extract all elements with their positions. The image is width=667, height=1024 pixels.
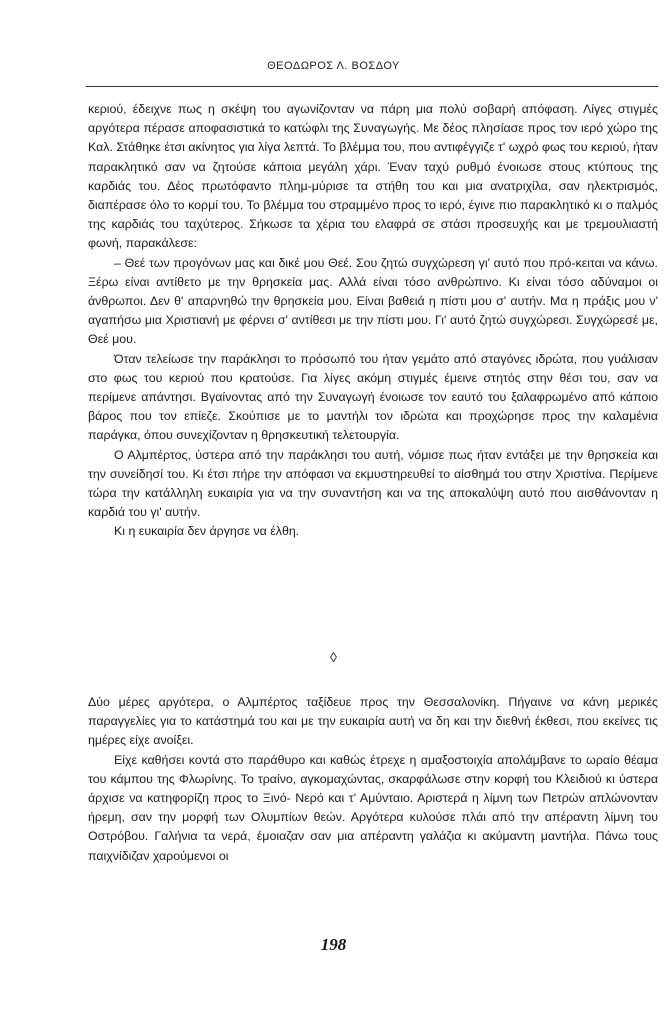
section-break-ornament: ◊ xyxy=(330,651,337,666)
text-block-top xyxy=(88,100,658,542)
paragraph-continuation: κεριού, έδειχνε πως η σκέψη του αγωνίζονταν να πάρη μια πολύ σοβαρή απόφαση. Λίγες στιγμές αργότερα πέρασε αποφασιστικά το κατώφλι της Συναγωγής. Με δέος πλησίασε προς τον ιερό χώρο της Καλ. Στάθηκε έτσι ακίνητος για λίγα λεπτά. Το βλέμμα του, που αντιφέγγιζε τ' ωχρό φως του κεριού, ήταν παρακλητικό σαν να ζητούσε κάποια μεγάλη χάρι. Έναν ταχύ ρυθμό ένοιωσε στους κτύπους της καρδιάς του. Δέος πρωτόφαντο πλημ-μύρισε τα στήθη του και μια ανατριχίλα, σαν ηλεκτρισμός, διαπέρασε όλο το κορμί του. Το βλέμμα του στραμμένο προς το ιερό, έγινε πιο παρακλητικό κι ο παλμός της καρδιάς του ταχύτερος. Σήκωσε τα χέρια του ελαφρά σε στάσι προσευχής και με τρεμουλιαστή φωνή, παρακάλεσε: xyxy=(88,102,658,251)
text-block-bottom xyxy=(88,693,658,866)
paragraph-prayer: – Θεέ των προγόνων μας και δικέ μου Θεέ. Σου ζητώ συγχώρεση γι' αυτό που πρό-κειται να κάνω. Ξέρω είναι αντίθετο με την θρησκεία μας. Αλλά είναι τόσο ανθρώπινο. Κι είναι τόσο αδύναμοι οι άνθρωποι. Δεν θ' απαρνηθώ την θρησκεία μου. Είναι βαθειά η πίστι μου σ' αυτήν. Μα η πράξις μου ν' αγαπήσω μια Χριστιανή με φέρνει σ' αντίθεσι με την πίστι μου. Γι' αυτό ζητώ συγχώρεσι. Συγχώρεσέ με, Θεέ μου. xyxy=(88,255,658,347)
paragraph-section-start: Δύο μέρες αργότερα, ο Αλμπέρτος ταξίδευε προς την Θεσσαλονίκη. Πήγαινε να κάνη μερικές παραγγελίες για το κατάστημά του και με την ευκαιρία αυτή να δη και την διεθνή έκθεσι, που εκείνες τις ημέρες είχε ανοίξει. xyxy=(88,695,658,748)
header-rule xyxy=(86,86,658,87)
paragraph: Κι η ευκαιρία δεν άργησε να έλθη. xyxy=(114,524,300,539)
page-number: 198 xyxy=(320,935,347,954)
paragraph: Είχε καθήσει κοντά στο παράθυρο και καθώς έτρεχε η αμαξοστοιχία απολάμβανε το ωραίο θέαμα του κάμπου της Φλωρίνης. Το τραίνο, αγκομαχώντας, σκαρφάλωσε στην κορφή του Κλειδιού κι ύστερα άρχισε να κατηφορίζη προς το Ξινό- Νερό και τ' Αμύνταιο. Αριστερά η λίμνη των Πετρών απλώνονταν ήρεμη, σαν την μορφή των Ολυμπίων θεών. Αργότερα κυλούσε πλάι από την απέραντη λίμνη του Οστρόβου. Γαλήνια τα νερά, έμοιαζαν σαν μια απέραντη γαλάζια κι ακύμαντη μαντήλα. Πάνω τους παιχνίδιζαν χαρούμενοι οι xyxy=(88,752,658,863)
paragraph: Όταν τελείωσε την παράκλησι το πρόσωπό του ήταν γεμάτο από σταγόνες ιδρώτα, που γυάλισαν στο φως του κεριού που κρατούσε. Για λίγες ακόμη στιγμές έμεινε στητός στην θέσι του, σαν να περίμενε απάντησι. Βγαίνοντας από την Συναγωγή ένοιωσε τον εαυτό του ξαλαφρωμένο από κάποιο βάρος που τον επίεζε. Σκούπισε με το μαντήλι τον ιδρώτα και προχώρησε προς την καλαμένια παράγκα, όπου συνεχίζονταν η θρησκευτική τελετουργία. xyxy=(88,351,658,443)
running-head: ΘΕΟΔΩΡΟΣ Λ. ΒΟΣΔΟΥ xyxy=(267,60,400,72)
paragraph: Ο Αλμπέρτος, ύστερα από την παράκλησι του αυτή, νόμισε πως ήταν εντάξει με την θρησκεία και την συνείδησί του. Κι έτσι πήρε την απόφασι να εκμυστηρευθεί το αίσθημά του στην Χριστίνα. Περίμενε τώρα την κατάλληλη ευκαιρία για να την συναντήση και να της αποκαλύψη αυτό που αισθάνονταν η καρδιά του γι' αυτήν. xyxy=(88,447,658,520)
